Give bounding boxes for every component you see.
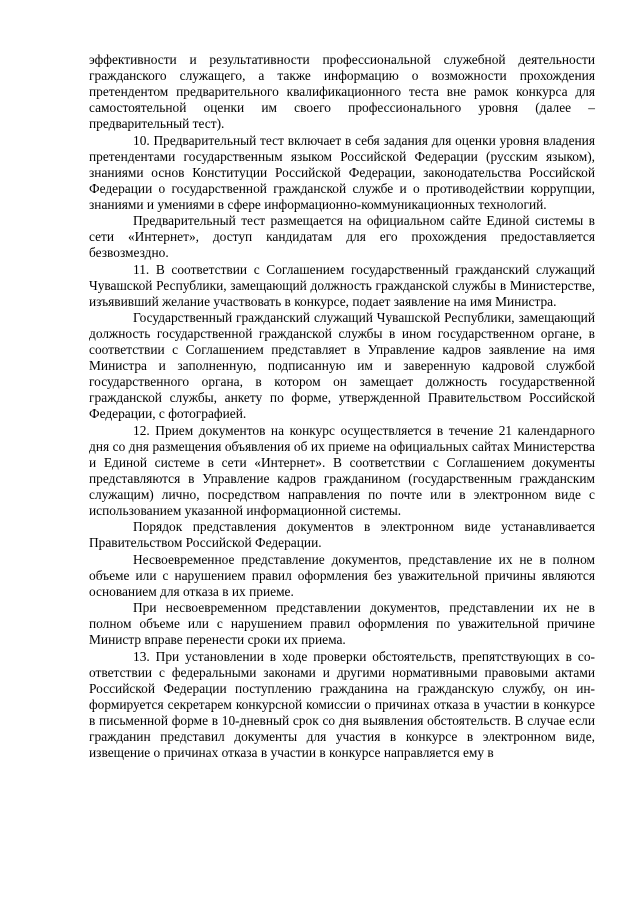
paragraph-late-submission: Несвоевременное представление документов, представление их не в полном объеме или с нарушением правил оформления без уважительной причины являются основанием для отказа в их приеме. bbox=[89, 551, 595, 599]
document-page bbox=[89, 52, 595, 761]
paragraph-preliminary-test: Предварительный тест размещается на официальном сайте Единой системы в сети «Интернет», доступ кандидатам для его прохождения предоставляется безвозмездно. bbox=[89, 213, 595, 260]
paragraph-item-12: 12. Прием документов на конкурс осуществляется в течение 21 календарного дня со дня размещения объявления об их приеме на официальных сайтах Министерства и Единой системе в сети «Интернет». В соответствии с Соглашением документы представляются в Управление кадров гражданином (государственным гражданским служащим) лично, посредством направления по почте или в электронном виде с использованием указанной информационной системы. bbox=[89, 422, 595, 518]
paragraph-electronic-submission: Порядок представления документов в электронном виде устанавливается Правительством Российской Федерации. bbox=[89, 519, 595, 550]
paragraph-item-11: 11. В соответствии с Соглашением государственный гражданский служащий Чувашской Республики, замещающий должность гражданской службы в Министерстве, изъявивший желание участвовать в конкурсе, подает заявление на имя Министра. bbox=[89, 261, 595, 309]
paragraph-other-agency-servant: Государственный гражданский служащий Чувашской Республики, замещающий должность государственной гражданской службы в ином государственном органе, в соответствии с Соглашением представляет в Управление кадров заявление на имя Министра и заполненную, подписанную им и заверенную кадровой службой государственного органа, в котором он замещает должность государственной гражданской службы, анкету по форме, утвержденной Правительством Российской Федерации, с фотографией. bbox=[89, 310, 595, 421]
paragraph-item-10: 10. Предварительный тест включает в себя задания для оценки уровня владения претендентами государственным языком Российской Федерации (русским языком), знаниями основ Конституции Российской Федерации, законодательства Российской Федерации о государственной гражданской службе и о противодействии коррупции, знаниями и умениями в сфере информационно-коммуникационных технологий. bbox=[89, 132, 595, 212]
paragraph-deadline-extension: При несвоевременном представлении документов, представлении их не в полном объеме или с нарушением правил оформления по уважительной причине Министр вправе перенести сроки их приема. bbox=[89, 600, 595, 647]
paragraph-item-13: 13. При установлении в ходе проверки обстоятельств, препятствующих в соответствии с федеральными законами и другими нормативными правовыми актами Российской Федерации поступлению гражданина на гражданскую службу, он информируется секретарем конкурсной комиссии о причинах отказа в участии в конкурсе в письменной форме в 10-дневный срок со дня выявления обстоятельств. В случае если гражданин представил документы для участия в конкурсе в электронном виде, извещение о причинах отказа в участии в конкурсе направляется ему в bbox=[89, 648, 595, 760]
paragraph-continuation: эффективности и результативности профессиональной служебной деятельности гражданского служащего, а также информацию о возможности прохождения претендентом предварительного квалификационного теста вне рамок конкурса для самостоятельной оценки им своего профессионального уровня (далее – предварительный тест). bbox=[89, 52, 595, 131]
